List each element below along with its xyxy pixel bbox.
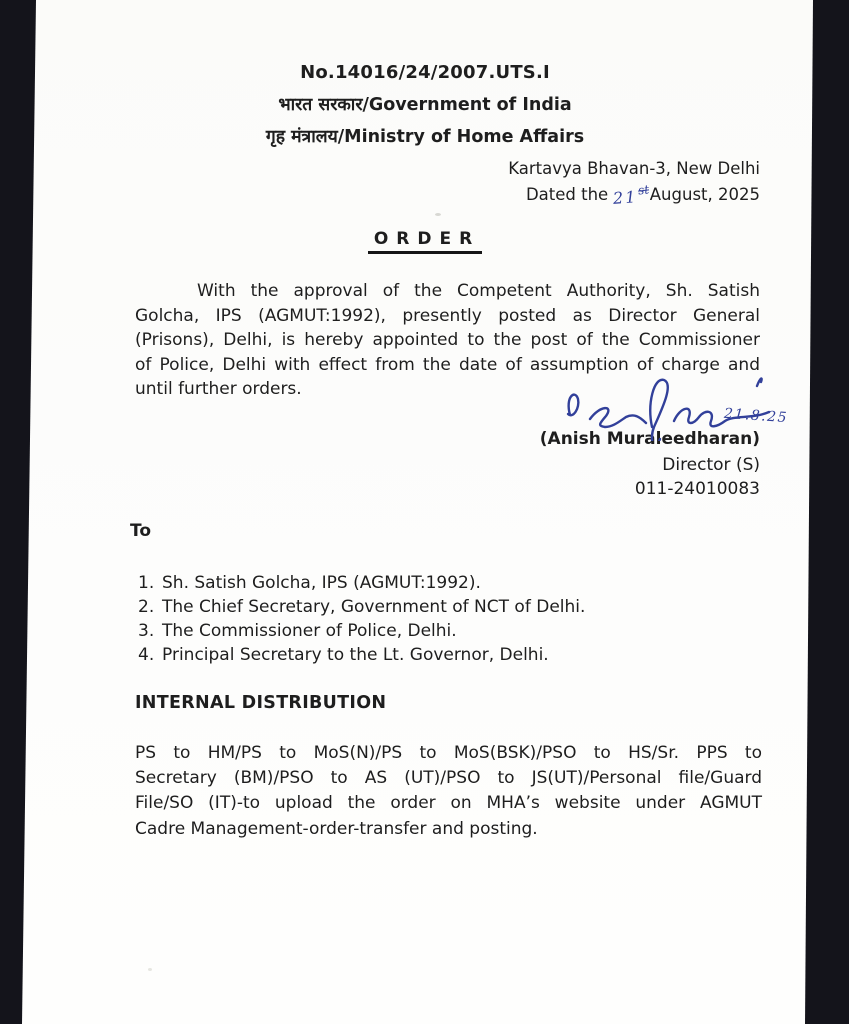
scan-bar-left [0, 0, 40, 1024]
paragraph-line: Secretary (BM)/PSO to AS (UT)/PSO to JS(UT)/Personal file/Guard [135, 768, 762, 789]
to-item-number: 4. [138, 645, 155, 665]
to-item-text: Sh. Satish Golcha, IPS (AGMUT:1992). [162, 573, 481, 593]
to-item-text: Principal Secretary to the Lt. Governor, Delhi. [162, 645, 549, 665]
handwritten-ordinal: st [637, 182, 650, 198]
order-heading: ORDER [368, 229, 482, 254]
paragraph-line: Golcha, IPS (AGMUT:1992), presently posted as Director General [135, 305, 760, 326]
to-item [138, 571, 585, 595]
paragraph-line: File/SO (IT)-to upload the order on MHA’s website under AGMUT [135, 793, 762, 814]
signature-ink [548, 369, 772, 441]
paragraph-line: of Police, Delhi with effect from the date of assumption of charge and [135, 354, 760, 375]
paragraph-line: Cadre Management-order-transfer and posting. [135, 818, 538, 839]
to-item [138, 619, 585, 643]
paragraph-line: until further orders. [135, 379, 302, 400]
to-item-number: 2. [138, 597, 155, 617]
scan-smudge [148, 968, 152, 971]
to-item [138, 643, 585, 667]
ministry-line: गृह मंत्रालय/Ministry of Home Affairs [265, 127, 585, 147]
signatory-name: (Anish Muraleedharan) [539, 429, 760, 449]
dated-line [36, 183, 760, 207]
to-list [138, 571, 585, 667]
order-heading-wrap [36, 229, 814, 254]
paragraph-line: PS to HM/PS to MoS(N)/PS to MoS(BSK)/PSO to HS/Sr. PPS to [135, 743, 762, 763]
dated-prefix: Dated the [525, 185, 609, 204]
internal-distribution-heading: INTERNAL DISTRIBUTION [135, 693, 387, 713]
internal-distribution-paragraph [135, 741, 762, 842]
to-item-text: The Commissioner of Police, Delhi. [162, 621, 457, 641]
paragraph-line: With the approval of the Competent Authority, Sh. Satish [197, 281, 760, 301]
address-line: Kartavya Bhavan-3, New Delhi [508, 159, 760, 178]
dated-rest: August, 2025 [649, 185, 760, 204]
to-item-number: 1. [138, 573, 155, 593]
to-item-number: 3. [138, 621, 155, 641]
to-item [138, 595, 585, 619]
paragraph-line: (Prisons), Delhi, is hereby appointed to the post of the Commissioner [135, 330, 760, 351]
government-line: भारत सरकार/Government of India [278, 95, 572, 115]
scan-smudge [435, 213, 441, 216]
file-number: No.14016/24/2007.UTS.I [300, 62, 550, 83]
to-item-text: The Chief Secretary, Government of NCT of Delhi. [162, 597, 586, 617]
signatory-phone: 011-24010083 [634, 479, 760, 499]
scan-bar-right [803, 0, 849, 1024]
to-label: To [130, 521, 152, 541]
signature-date-handwritten: 21.8.25 [723, 405, 789, 427]
handwritten-day: 21 [612, 187, 639, 208]
signatory-designation: Director (S) [662, 455, 760, 475]
